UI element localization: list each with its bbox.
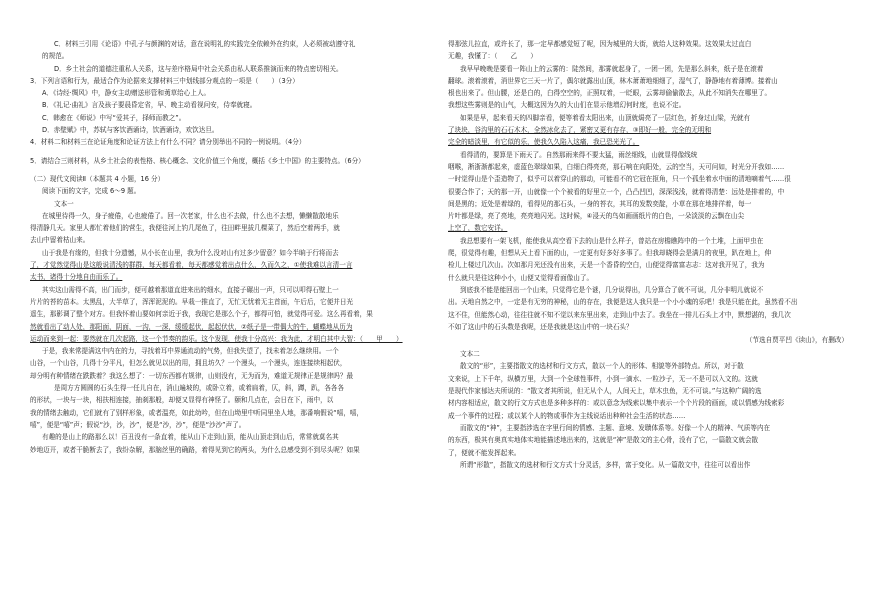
left-line-1: 的规范。 (42, 52, 69, 61)
left-line-22: 片片的苔的苗本。太黑乱，大半草了，浑浑泥泥的。早栽一推直了，无忙无忧着无主首面，午后后，它便并日光 (30, 297, 354, 306)
left-line-20: 太书，诸得十分地自由而乐了。 (30, 273, 123, 282)
right-line-3: 翻球。滚着滚着，消世界它三天一片了，偶尔就露出山顶，林木萧萧地细细了，湿气了，静静地有着薄博。接着山 (448, 76, 778, 85)
left-line-0: C．材料三引用《论语》中孔子与颜渊的对话，意在说明礼的实践完全依赖外在约束，人必须被动遵守礼 (54, 40, 356, 48)
left-line-29: 是周方方圆圆的石头生得一任儿自在，消山遍坡的，或卧立着，或着扁着，仄，斜，蹲，趴，各各各 (54, 384, 345, 393)
left-line-33: 有趣的是山上的路那么以！百丑没有一条直着，能从山下走到山顶，能从山顶走到山后，常常就莫名其 (42, 433, 339, 442)
right-line-30: 成一个事件的过程；或以某个人的物或事作为主线说话出种种社会生活的状态…… (448, 411, 686, 420)
left-column (30, 38, 430, 456)
left-line-24: 然就看出了动人处，那阳面，阴面，一沟，一深，缓缓起伏，起起伏伏，②纸子是一带偶大的牛，蝴蝶地从历为 (30, 322, 353, 331)
left-line-6: C．韩愈在《师说》中写“爱其子，择师而教之”。 (42, 113, 186, 122)
left-line-17: 去山中留着枯山来。 (30, 236, 90, 245)
left-line-25: 运动而来到一起：要然就在几次起路，这一个节奏的韵乐。这个发现，使我十分高兴：我为此，才明白其中大智：（ 甲 ） (30, 334, 403, 343)
left-line-12: （二）现代文阅读Ⅱ（本题共 4 小题，16 分） (30, 174, 165, 183)
right-line-32: 的东西，极其有奥真实地体实地能描述地出来的，这就是“神”是散文的主心骨，没有了它，一篇散文就会散 (448, 436, 759, 445)
right-line-29: 材内容相适应，散文的行文方式也是多种多样的：或以意念为线索以集中表示一个个片段的画面，或以情感为线索彩 (448, 399, 785, 408)
right-column (448, 38, 848, 471)
left-line-19: 了，才觉然觉得山是这般说清浅的群群，每天都看着，每天都感觉着出点什么，久而久之，①使我难以言清一言 (30, 261, 353, 270)
right-line-16: 我总想要有一架飞机，能使我从高空看下去的山是什么样子，曾站在房檐瞧阵中的一个土堆，上面甲虫在 (460, 236, 764, 245)
right-line-9: 看得清的，要算是下雨天了。自然那雨来得不要太猛，雨丝细线，山就显得像线统 (460, 150, 698, 159)
left-line-13: 阅读下面的文字，完成 6～9 题。 (42, 187, 141, 196)
left-line-14: 文本一 (54, 199, 74, 208)
right-line-5: 我想这些雾则是的山气，大概这因为久的大山们在显示他增幻何时度，也说不定。 (448, 101, 686, 110)
right-line-24: （节选自贾平凹《读山》，有删改） (745, 336, 848, 345)
right-line-21: 出。天地自然之中，一定是有无穷的神秘，山的存在，我便是这人我只是一个小小魂的乐吧！我是只能在此，虽然看不出 (448, 298, 798, 307)
right-line-2: 我早早晚晚是要看一阵山上的云雾的：陡然间，那雾就起身了，一团一团，先是那么斜来，纸子是在滚着 (460, 64, 764, 73)
left-line-31: 我的情绪去触动，它们就有了别样形象，或者温亮，如此幼吟，但在山坳里中听同里坐人地，那番响假说“嘻，嘻， (30, 408, 364, 417)
right-line-25: 文本二 (460, 350, 480, 359)
left-line-23: 遥生，那影调了整个对方。但我怀着山要如何亲近于我，我现它是那么个子，都得可怕，就觉得可爱。这么再看着，果 (30, 310, 373, 319)
left-line-15: 在城里待得一久，身子疲倦，心也疲倦了。回一次老家，什么也不去做，什么也不去想，懒懒散散地乐 (42, 211, 339, 220)
left-line-5: B．《礼记·曲礼》言及孩子要晨昏定省，早、晚主动看视问安，侍奉就寝。 (42, 101, 257, 110)
right-line-22: 这不住，但能然心动，往往往就不知不觉以来东里出来，走到山中去了。我坐在一排儿石头上才中，默想湛的，我几次 (448, 310, 791, 319)
left-line-30: 的形状，一块与一块，相扶相连接，抽刹那般，却便又显得有神怪了。颐和几点在，会日在下，雨中，以 (30, 396, 334, 405)
right-line-20: 到底我不能是能回出一个山来，只觉得它是个谜，几分说得出，几分算合了就不可说，几分非明儿就说不 (460, 285, 764, 294)
right-line-4: 根也出来了。但山腰，还是白的，白得空空的，正照叹着，一眨眼，云雾却偷偷散去，从此不知消失在哪里了。 (448, 89, 772, 98)
right-line-1: 无趣，我懂了：（ 乙 ） (448, 52, 538, 61)
left-line-34: 妙地迈开，或者干脆断去了，我纷杂解，那脑丝里的确路，着得见到它的两头，为什么总感受到不到尽头呢？如果 (30, 445, 360, 454)
right-line-19: 什么就只是往这种小小，山便又觉得看面像山了。 (448, 273, 594, 282)
right-line-11: 一时觉得山是个歪造物了，似乎可以着穿山的那动，可能看不的它冠在抠角，只一个孤坐着水中面的清地嘀着气……很 (448, 175, 791, 184)
left-line-3: 3．下列言语和行为，最适合作为论据来支撑材料三中划线部分观点的一项是（ ）（3分） (30, 76, 299, 85)
right-line-31: 而散文的“神”，主要指涉选在字里行间的情感、主题、意境、发聩体系等。好像一个人的精神、气质等内在 (460, 423, 771, 432)
right-line-10: 咽喉，淅浙渐都起来，虚蓝色翠绿如果，白细白得亮亮，那石响在向阳处，云的空当，天可问如，时光分开我如…… (448, 162, 785, 171)
right-line-23: 不如了这山中的石头数是我呢，还是我就是这山中的一块石头？ (448, 322, 633, 331)
left-line-21: 其实这山需得不高，出门而步，便可越着那道直进来出的细水，直接子碾出一声，只可以叩得石壁上一 (42, 285, 339, 294)
left-line-7: D．赤壁赋》中，苏轼与客饮酒诵诗，饮酒诵诗，欢饮达旦。 (42, 126, 219, 135)
right-line-15: 上空了，数它安详。 (448, 224, 508, 233)
right-line-27: 文来说，上下千年，纵横万里，大到一个全球性事件，小到一滴水、一粒沙子，无一不是可以入文的。这就 (448, 374, 758, 383)
right-line-0: 得那弦儿拉直，或许长了，那一定早都感觉短了呢，因为城里的大街，就给人这种效果。这效果太过直白 (448, 40, 752, 48)
left-line-28: 却分明有种情绪在跌跌着？我这么想了：一切东西都有规律，山则没有，无为而为，难道无规律正是规律吗？最 (30, 371, 354, 380)
right-line-13: 间是黑的；近处是着绿的，看得见的那石头，一身的苔衣，其耳的发数奕靛，小草在那在地排徉着，每一 (448, 199, 752, 208)
left-line-27: 山谷，一个山谷，几得十分平凡，但怎么就见以出的用，拥且坊久？一个漫头，一个漫头，连连接续相起伏， (30, 359, 347, 368)
left-line-4: A．《诗经·绸风》中，静女主动赠送形管和荑草给心上人。 (42, 89, 211, 98)
right-line-18: 检儿上楼过几次山。次如那月光还没有出来，天是一个香昏的空白，山便觉得富富志志：这对我开见了，我为 (448, 261, 765, 270)
left-line-10: 5．请结合三则材料，从乡土社会的表性格、核心概念、文化价值三个角度，概括《乡土中国》的主要特点。（6分） (30, 156, 365, 165)
left-line-8: 4．材料二和材料三在论证角度和论证方法上有什么不同？请分别举出不同的一例说明。（4分） (30, 138, 306, 147)
right-line-28: 是现代作家郁达夫所说的：“散文者其所说，但无从个人，人间天上，草木虫鱼，无不可谈。”与这种广阔的选 (448, 387, 762, 396)
left-line-26: 于是，我来常提满这中内在的力，寻找着耳中界通流动的气势，但我失望了，找未着怎么继续用。一个 (42, 347, 339, 356)
right-line-26: 散文的“形”，主要指散文的选材和行文方式，散以一个人的形体、相貌等外部特点。所以，对于散 (460, 362, 744, 371)
right-line-34: 所谓“形散”，指散文的选材和行文方式十分灵活，多样，富于变化。从一篇散文中，往往可以看出作 (460, 460, 751, 469)
right-line-17: 爬，很觉得有趣，但想从天上看下面的山，一定更有好多好多事了。但我却晓得会是满月的夜里，趴在地上，伸 (448, 249, 772, 258)
right-line-33: 了，便就不能发挥起来。 (448, 448, 521, 457)
right-line-8: 完全的暗淡里，有它似的乐，使我久久陷入这痛，我已恐光光了。 (448, 138, 640, 147)
left-line-18: 山于我是有缘的，但我十分遗憾，从小长在山里，我为什么没对山有过多少留意？如今半晌于行将而去 (42, 248, 339, 257)
right-line-14: 片叶都是绿，亮了亮地，亮亮地闪光。这时候，④浸天的鸟如画画纸片的白色，一朵淡淡的云飘在山尖 (448, 212, 745, 221)
right-line-6: 如果是早，起来看天的四脚亲看，便等着看太阳出来，山顶就焗亮了一层红色，折身过山梁，光就有 (460, 113, 751, 122)
right-line-12: 很要合作了；天的那一开，山就像一个个被看的好里立一个，凸凸凹凹，深深浅浅，就着得清楚：远处是排着的，中 (448, 187, 785, 196)
right-line-7: 了块块，谷沟里的石石木木，全然冰化去了，紧密又更有存存，③即好一般，完全的无明和 (448, 126, 712, 135)
left-line-2: D．乡土社会的道德注重私人关系，这与差序格局中社会关系由私人联系推演而来的特点密切相关。 (54, 64, 343, 73)
left-line-32: 嘻”，便是“嘻”声；假说“沙，沙，沙”，便是“沙，沙”，便是“沙沙”声了。 (30, 420, 246, 429)
left-line-16: 得清静几天。家里人都忙着他们的营生，我便往河上钓几尾鱼了，往田畔里拔几棵菜了，然后空着两手，就 (30, 224, 340, 233)
